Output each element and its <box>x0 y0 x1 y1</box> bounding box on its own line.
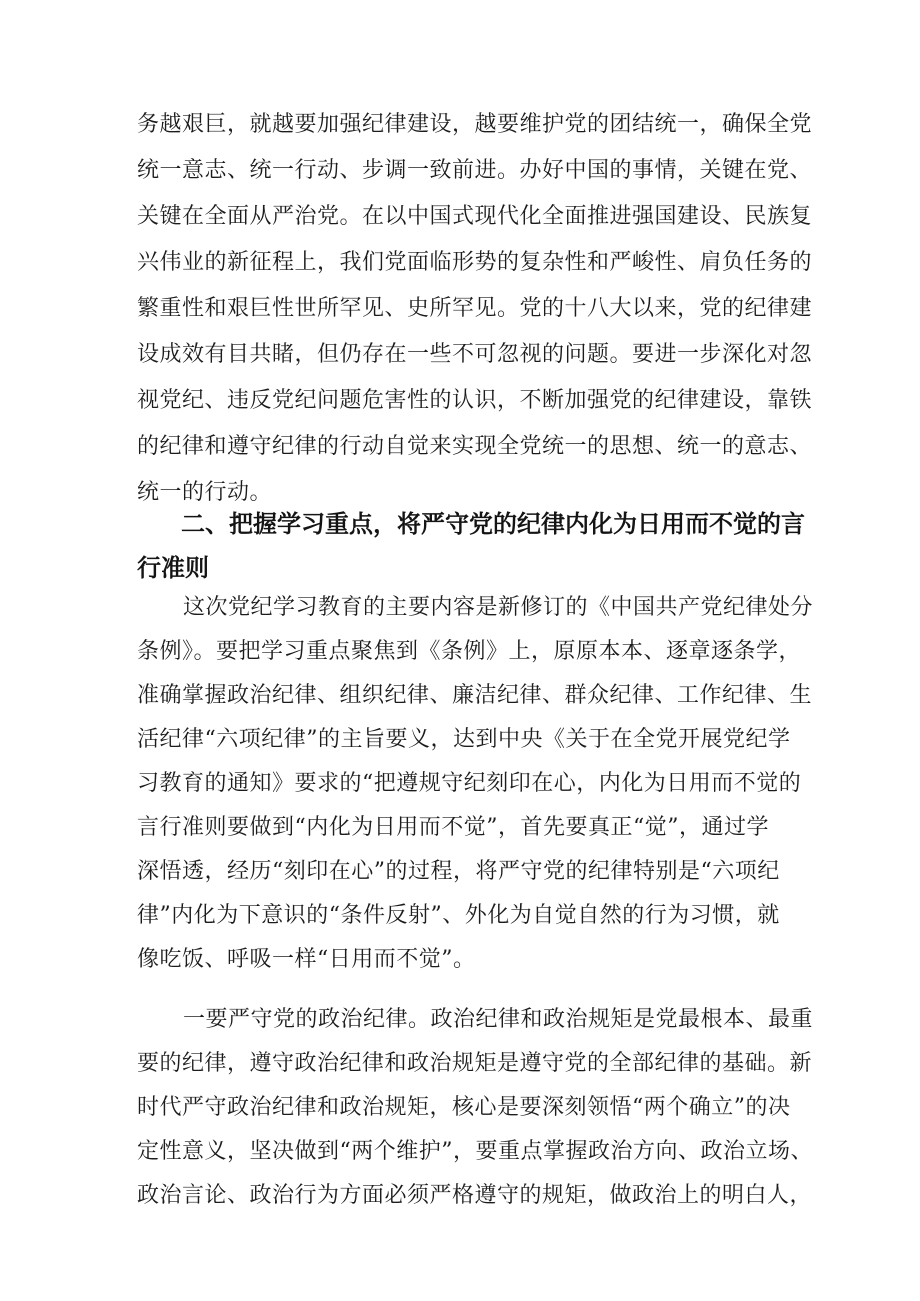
text-line: 深悟透，经历“刻印在心”的过程，将严守党的纪律特别是“六项纪 <box>137 859 780 884</box>
text-line: 时代严守政治纪律和政治规矩，核心是要深刻领悟“两个确立”的决 <box>137 1095 791 1120</box>
text-line: 言行准则要做到“内化为日用而不觉”，首先要真正“觉”，通过学 <box>137 815 769 840</box>
text-line: 习教育的通知》要求的“把遵规守纪刻印在心，内化为日用而不觉的 <box>137 771 802 796</box>
text-line: 一要严守党的政治纪律。政治纪律和政治规矩是党最根本、最重 <box>183 1007 814 1032</box>
text-line: 兴伟业的新征程上，我们党面临形势的复杂性和严峻性、肩负任务的 <box>137 250 813 275</box>
heading-line: 行准则 <box>137 554 209 582</box>
text-line: 关键在全面从严治党。在以中国式现代化全面推进强国建设、民族复 <box>137 204 813 229</box>
text-line: 准确掌握政治纪律、组织纪律、廉洁纪律、群众纪律、工作纪律、生 <box>137 683 813 708</box>
text-line: 像吃饭、呼吸一样“日用而不觉”。 <box>137 947 476 972</box>
text-line: 律”内化为下意识的“条件反射”、外化为自觉自然的行为习惯，就 <box>137 903 780 928</box>
text-line: 条例》。要把学习重点聚焦到《条例》上，原原本本、逐章逐条学， <box>137 639 802 664</box>
text-line: 的纪律和遵守纪律的行动自觉来实现全党统一的思想、统一的意志、 <box>137 434 813 459</box>
text-line: 务越艰巨，就越要加强纪律建设，越要维护党的团结统一，确保全党 <box>137 112 813 137</box>
text-line: 定性意义，坚决做到“两个维护”，要重点掌握政治方向、政治立场、 <box>137 1139 813 1164</box>
text-line: 视党纪、违反党纪问题危害性的认识，不断加强党的纪律建设，靠铁 <box>137 388 813 413</box>
text-line: 这次党纪学习教育的主要内容是新修订的《中国共产党纪律处分 <box>183 595 814 620</box>
heading-line: 二、把握学习重点，将严守党的纪律内化为日用而不觉的言 <box>181 510 805 538</box>
text-line: 统一意志、统一行动、步调一致前进。办好中国的事情，关键在党、 <box>137 158 813 183</box>
text-line: 政治言论、政治行为方面必须严格遵守的规矩，做政治上的明白人， <box>137 1183 813 1208</box>
text-line: 繁重性和艰巨性世所罕见、史所罕见。党的十八大以来，党的纪律建 <box>137 296 813 321</box>
text-line: 要的纪律，遵守政治纪律和政治规矩是遵守党的全部纪律的基础。新 <box>137 1051 813 1076</box>
text-line: 活纪律“六项纪律”的主旨要义，达到中央《关于在全党开展党纪学 <box>137 727 791 752</box>
text-line: 设成效有目共睹，但仍存在一些不可忽视的问题。要进一步深化对忽 <box>137 342 813 367</box>
text-line: 统一的行动。 <box>137 480 273 505</box>
